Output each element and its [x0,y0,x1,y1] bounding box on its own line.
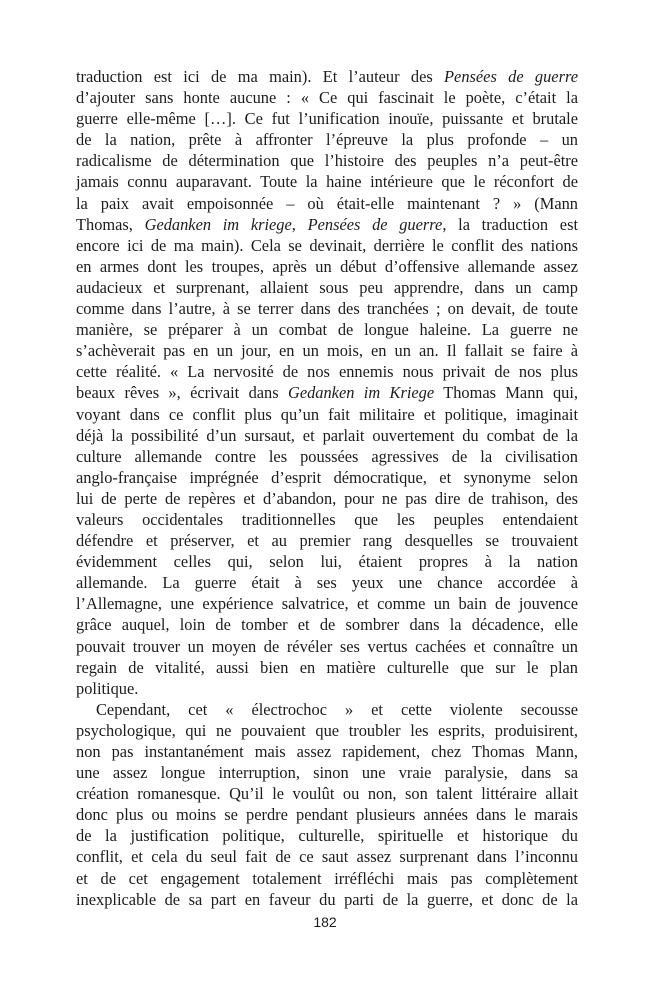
text-run: défendre et préserver, et au premier rang desquelles se trouvaient [76,531,578,551]
text-run: radicalisme de détermination que l’histoire des peuples n’a peut-être [76,151,578,171]
text-line [76,614,578,635]
text-line [76,488,578,509]
italic-title-text: Gedanken im kriege [144,214,292,234]
text-line [76,129,578,150]
text-run: Thomas Mann qui, [434,383,578,403]
text-run: évidemment celles qui, selon lui, étaient propres à la nation [76,552,578,572]
text-run: grâce auquel, loin de tomber et de sombrer dans la décadence, elle [76,615,578,635]
text-line [76,214,578,235]
text-run: et de cet engagement totalement irréfléchi mais pas complètement [76,868,578,888]
paragraph-last-line [76,678,578,699]
text-line [76,846,578,867]
text-run: allemande. La guerre était à ses yeux une chance accordée à [76,573,578,593]
text-line [76,193,578,214]
text-run: audacieux et surprenant, allaient sous peu apprendre, dans un camp [76,277,578,297]
text-run: de la justification politique, culturelle, spirituelle et historique du [76,826,578,846]
text-line [76,783,578,804]
text-line [76,108,578,129]
text-run: la paix avait empoisonnée – où était-elle maintenant ? » (Mann [76,193,578,213]
text-line [76,593,578,614]
text-line [76,804,578,825]
text-line [76,319,578,340]
text-line [76,277,578,298]
text-line [76,551,578,572]
text-run: guerre elle-même […]. Ce fut l’unification inouïe, puissante et brutale [76,109,578,129]
body-text [76,66,578,910]
text-run: encore ici de ma main). Cela se devinait, derrière le conflit des nations [76,235,578,255]
text-line [76,66,578,87]
text-run: en armes dont les troupes, après un début d’offensive allemande assez [76,256,578,276]
text-run: s’achèverait pas en un jour, en un mois, en un an. Il fallait se faire à [76,341,578,361]
text-line [76,382,578,403]
text-line [76,467,578,488]
text-run: déjà la possibilité d’un sursaut, et parlait ouvertement du combat de la [76,425,578,445]
text-line [76,509,578,530]
text-line [76,889,578,910]
text-line [76,361,578,382]
text-run: cette réalité. « La nervosité de nos ennemis nous privait de nos plus [76,362,578,382]
text-run: traduction est ici de ma main). Et l’auteur des [76,67,445,86]
text-line [76,298,578,319]
text-run: psychologique, qui ne pouvaient que troubler les esprits, produisirent, [76,720,578,740]
text-run: regain de vitalité, aussi bien en matière culturelle que sur le plan [76,657,578,677]
text-line [76,446,578,467]
text-run: culture allemande contre les poussées agressives de la civilisation [76,446,578,466]
text-run: politique. [76,678,139,698]
text-line [76,150,578,171]
page-number: 182 [313,914,337,930]
text-line [76,404,578,425]
text-run: anglo-française imprégnée d’esprit démocratique, et synonyme selon [76,467,578,487]
text-line [76,636,578,657]
italic-title-text: Pensées de guerre [307,214,443,234]
text-line [76,741,578,762]
text-line [76,235,578,256]
text-run: comme dans l’autre, à se terrer dans des tranchées ; on devait, de toute [76,299,578,319]
text-line [76,425,578,446]
italic-title-text: Gedanken im Kriege [287,383,435,403]
text-run: pouvait trouver un moyen de révéler ses vertus cachées et connaître un [76,636,578,656]
text-run: , la traduction est [442,214,579,234]
text-run: conflit, et cela du seul fait de ce saut assez surprenant dans l’inconnu [76,847,578,867]
text-run: , [291,214,308,234]
text-run: l’Allemagne, une expérience salvatrice, et comme un bain de jouvence [76,594,578,614]
text-run: beaux rêves », écrivait dans [76,383,288,403]
italic-title-text: Pensées de guerre [444,67,578,86]
text-line [76,340,578,361]
text-run: une assez longue interruption, sinon une vraie paralysie, dans sa [76,763,578,783]
text-run: de la nation, prête à affronter l’épreuve la plus profonde – un [76,130,578,150]
text-line [76,572,578,593]
text-line [76,762,578,783]
text-run: manière, se préparer à un combat de longue haleine. La guerre ne [76,320,578,340]
text-line [76,657,578,678]
text-line [76,171,578,192]
text-run: valeurs occidentales traditionnelles que les peuples entendaient [76,509,578,529]
text-line [76,720,578,741]
text-run: Thomas, [76,214,145,234]
text-run: d’ajouter sans honte aucune : « Ce qui fascinait le poète, c’était la [76,88,578,108]
text-line [76,530,578,551]
text-line [76,256,578,277]
text-run: jamais connu auparavant. Toute la haine intérieure que le réconfort de [76,172,578,192]
text-run: inexplicable de sa part en faveur du parti de la guerre, et donc de la [76,889,578,909]
text-run: Cependant, cet « électrochoc » et cette violente secousse [96,699,578,719]
text-run: lui de perte de repères et d’abandon, pour ne pas dire de trahison, des [76,488,578,508]
text-run: non pas instantanément mais assez rapidement, chez Thomas Mann, [76,742,578,761]
paragraph-first-line [76,699,578,720]
text-line [76,825,578,846]
text-run: voyant dans ce conflit plus qu’un fait militaire et politique, imaginait [76,404,578,424]
text-run: donc plus ou moins se perdre pendant plusieurs années dans le marais [76,805,578,825]
text-run: création romanesque. Qu’il le voulût ou non, son talent littéraire allait [76,784,578,804]
text-line [76,868,578,889]
text-line [76,87,578,108]
